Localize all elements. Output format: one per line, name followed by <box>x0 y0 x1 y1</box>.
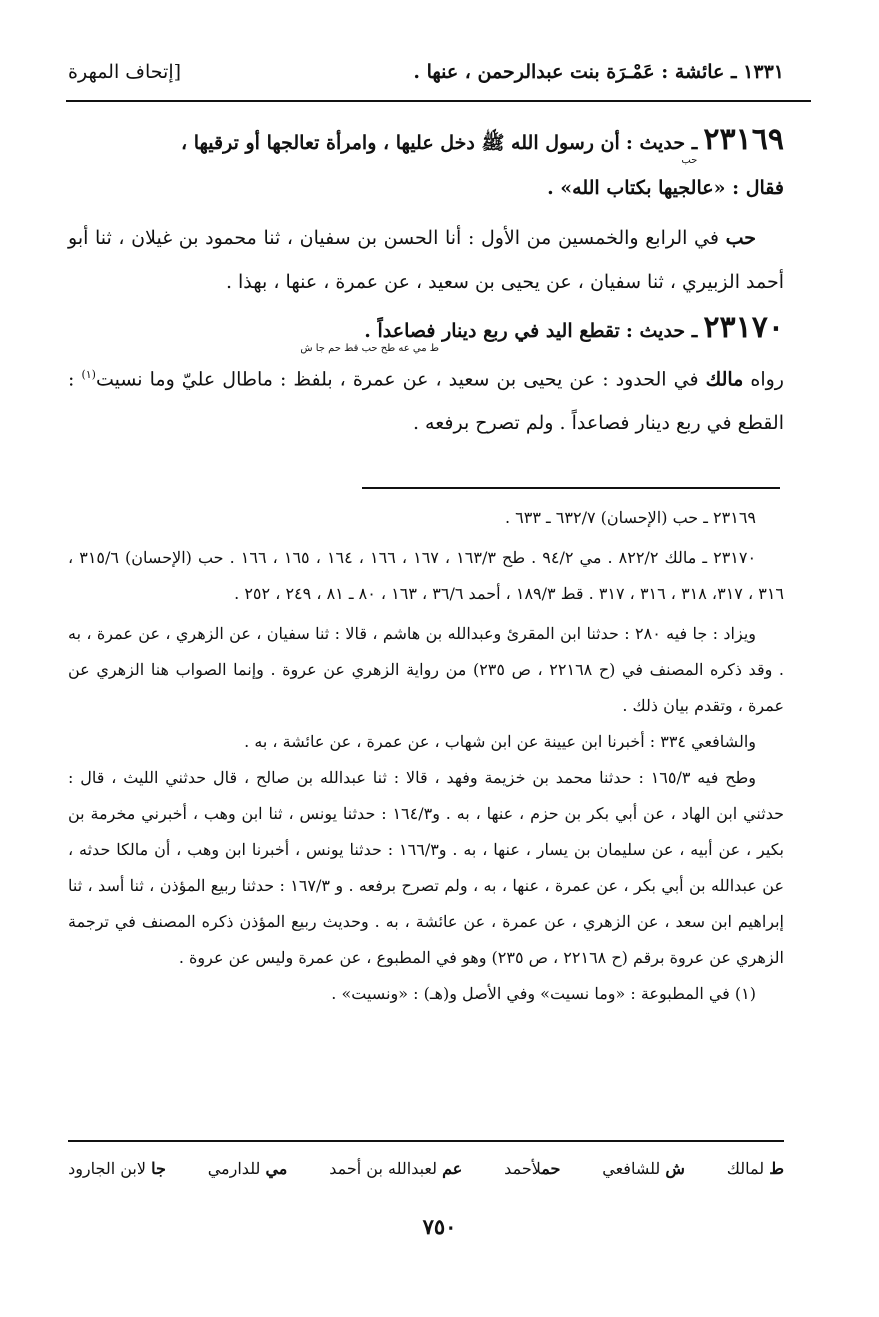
legend-item: عم لعبدالله بن أحمد <box>329 1159 463 1178</box>
legend-item: ش للشافعي <box>602 1159 685 1178</box>
footnote: (١) في المطبوعة : «وما نسيت» وفي الأصل و(هـ) : «ونسيت» . <box>331 984 756 1003</box>
hadith-label: ـ حديث : <box>625 132 698 154</box>
note-tahawi: وطح فيه ١٦٥/٣ : حدثنا محمد بن خزيمة وفهد ، قالا : ثنا عبدالله بن صالح ، قال حدثني الليث ، قال : حدثني ابن الهاد ، عن أبي بكر بن حزم ، عنها ، به . و١٦٤/٣ : حدثنا يونس ، ثنا ابن وهب ، أخبرني مخرمة بن بكير ، عن أبيه ، عن سليمان بن يسار ، عنها ، به . و١٦٦/٣ : حدثنا يونس ، أخبرنا ابن وهب ، أن مالكا حدثه ، عن عبدالله بن أبي بكر ، عن عمرة ، عنها ، به ، ولم تصرح برفعه . و ١٦٧/٣ : حدثنا ربيع المؤذن ، ثنا أسد ، ثنا إبراهيم ابن سعد ، عن الزهري ، عن عمرة ، عن عائشة ، به . وحديث ربيع المؤذن ذكره المصنف في ترجمة الزهري عن عروة برقم (ح ٢٢١٦٨ ، ص ٢٣٥) وهو في المطبوع ، عن عمرة وليس عن عروة . <box>68 768 785 967</box>
isnad-lead: رواه <box>750 368 784 391</box>
isnad-chain <box>68 216 784 304</box>
note-shafii: والشافعي ٣٣٤ : أخبرنا ابن عيينة عن ابن شهاب ، عن عمرة ، عن عائشة ، به . <box>244 732 756 751</box>
source-name: مالك <box>705 368 744 391</box>
sigla-legend <box>68 1152 784 1186</box>
hadith-label: ـ حديث : <box>625 320 698 342</box>
legend-item: حملأحمد <box>504 1159 561 1178</box>
source-siglum: حب <box>725 227 756 249</box>
main-text <box>68 118 784 445</box>
legend-item: جا لابن الجارود <box>68 1159 166 1178</box>
legend-divider <box>68 1140 784 1142</box>
note-23170: ٢٣١٧٠ ـ مالك ٨٢٢/٢ . مي ٩٤/٢ . طح ١٦٣/٣ ، ١٦٧ ، ١٦٦ ، ١٦٤ ، ١٦٥ ، ١٦٦ . حب (الإحسان) ٣١٥/٦ ، ٣١٦ ، ٣١٧، ٣١٨ ، ٣١٦ ، ٣١٧ . قط ١٨٩/٣ ، أحمد ٣٦/٦ ، ١٦٣ ، ٨٠ ـ ٨١ ، ٢٤٩ ، ٢٥٢ . <box>68 548 784 603</box>
isnad-text-end: : القطع في ربع دينار فصاعداً . ولم تصرح برفعه . <box>68 368 784 435</box>
hadith-sigla: ط مي عه طح حب قط حم جا ش <box>300 343 439 354</box>
hadith-number: ٢٣١٦٩ <box>703 122 784 157</box>
footnote-marker: (١) <box>81 368 96 381</box>
note-addition: ويزاد : جا فيه ٢٨٠ : حدثنا ابن المقرئ وعبدالله بن هاشم ، قالا : ثنا سفيان ، عن الزهري ، عن عمرة ، به . وقد ذكره المصنف في (ح ٢٢١٦٨ ، ص ٢٣٥) من رواية الزهري عن عروة . وإنما الصواب هنا الزهري عن عمرة ، وتقدم بيان ذلك . <box>68 624 785 715</box>
note-23169: ٢٣١٦٩ ـ حب (الإحسان) ٦٣٢/٧ ـ ٦٣٣ . <box>504 508 756 527</box>
hadith-text: أن رسول الله ﷺ دخل عليها ، وامرأة تعالجها أو ترقيها ، <box>181 132 620 154</box>
isnad-text: في الرابع والخمسين من الأول : أنا الحسن بن سفيان ، ثنا محمود بن غيلان ، ثنا أبو أحمد الزبيري ، ثنا سفيان ، عن يحيى بن سعيد ، عن عمرة ، عنها ، بهذا . <box>68 227 784 293</box>
header-book-name: [إتحاف المهرة <box>68 61 182 83</box>
isnad-chain <box>68 353 784 445</box>
notes-divider <box>362 487 780 489</box>
hadith-text-continued: فقال : «عالجيها بكتاب الله» . <box>547 177 784 199</box>
header-divider <box>66 100 811 102</box>
hadith-sigla: حب <box>681 155 698 166</box>
hadith-number: ٢٣١٧٠ <box>703 310 784 345</box>
hadith-text: تقطع اليد في ربع دينار فصاعداً . <box>364 320 620 342</box>
legend-item: مي للدارمي <box>207 1159 288 1178</box>
header-title: ١٣٣١ ـ عائشة : عَمْـرَة بنت عبدالرحمن ، عنها . <box>413 61 784 83</box>
legend-item: ط لمالك <box>726 1159 784 1178</box>
running-header <box>68 52 784 92</box>
takhrij-notes <box>68 500 784 1012</box>
hadith-23169 <box>68 118 784 166</box>
isnad-text: في الحدود : عن يحيى بن سعيد ، عن عمرة ، بلفظ : ماطال عليّ وما نسيت <box>95 368 699 391</box>
page-number: ٧٥٠ <box>422 1214 457 1239</box>
